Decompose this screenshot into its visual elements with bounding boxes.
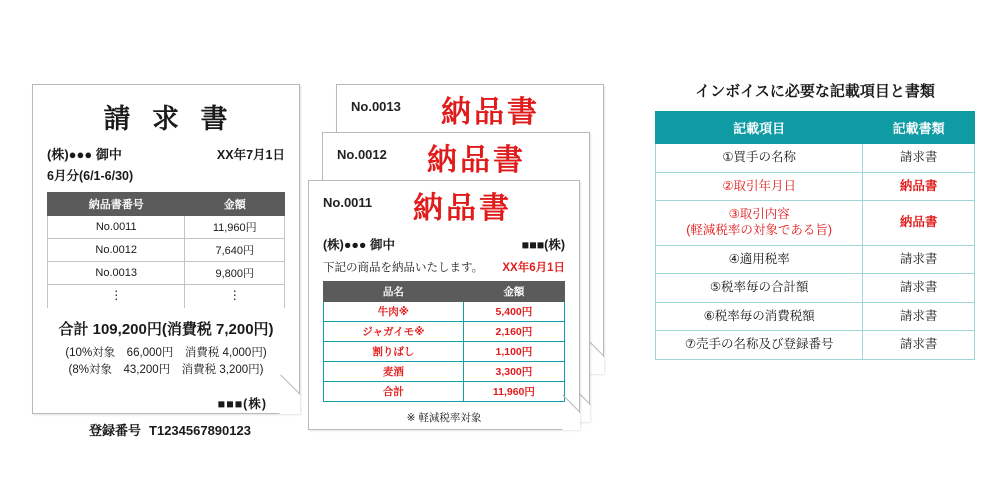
table-header-row [656,112,975,144]
cell-item-name: 牛肉※ [324,302,464,322]
column-header-amount: 金額 [463,282,564,302]
table-header-row [324,282,565,302]
table-header-row [48,193,285,216]
cell-document: 請求書 [863,331,975,360]
table-row [656,245,975,274]
delivery-note-0011 [308,180,580,430]
cell-amount: 11,960円 [185,216,285,239]
note-header [323,133,589,181]
cell-document: 請求書 [863,245,975,274]
note-footnote: ※ 軽減税率対象 [406,412,482,424]
table-row [656,274,975,303]
cell-note-number: No.0011 [48,216,185,239]
cell-requirement-line2: (軽減税率の対象である旨) [686,222,833,237]
table-row [48,262,285,285]
cell-requirement: ⑦売手の名称及び登録番号 [656,331,863,360]
note-addressee: (株)●●● 御中 [323,238,395,252]
note-lead-row [323,259,565,275]
table-row [324,322,565,342]
page-fold-corner [279,394,300,414]
page-fold-corner [562,412,580,430]
note-issuer-company: ■■■(株) [521,238,565,252]
registration-number-label: 登録番号 [89,423,142,439]
cell-requirement: ④適用税率 [656,245,863,274]
cell-note-number: No.0013 [48,262,185,285]
cell-total-amount: 11,960円 [463,382,564,402]
requirements-table [655,111,975,360]
table-row [48,216,285,239]
note-title: 納品書 [441,96,540,129]
table-row [324,362,565,382]
column-header-note-number: 納品書番号 [48,193,185,216]
cell-requirement: ②取引年月日 [656,172,863,201]
note-lead-text: 下記の商品を納品いたします。 [323,262,484,274]
invoice-date: XX年7月1日 [216,148,285,162]
page-fold-line [280,374,301,395]
cell-amount: 9,800円 [185,262,285,285]
cell-document: 請求書 [863,274,975,303]
cell-document: 納品書 [863,201,975,245]
note-line-items-table [323,281,565,402]
breakdown-line-8-percent: (8%対象 43,200円 消費税 3,200円) [68,363,264,376]
cell-ellipsis: ⋮ [185,285,285,309]
cell-amount: 2,160円 [463,322,564,342]
column-header-item-name: 品名 [324,282,464,302]
invoice-line-items-table [47,192,285,308]
cell-note-number: No.0012 [48,239,185,262]
cell-amount: 5,400円 [463,302,564,322]
note-title: 納品書 [413,192,512,225]
invoice-addressee: (株)●●● 御中 [47,147,122,162]
cell-amount: 7,640円 [185,239,285,262]
cell-document: 請求書 [863,302,975,331]
cell-item-name: 麦酒 [324,362,464,382]
note-body [309,235,579,425]
column-header-requirement: 記載項目 [656,112,863,144]
invoice-total: 合計 109,200円(消費税 7,200円) [58,321,274,338]
note-number: No.0013 [351,99,401,114]
cell-amount: 3,300円 [463,362,564,382]
invoice-issuer-company: ■■■(株) [217,397,267,412]
table-row [656,172,975,201]
column-header-document: 記載書類 [863,112,975,144]
table-row-total [324,382,565,402]
cell-requirement [656,201,863,245]
table-row [656,201,975,245]
cell-total-label: 合計 [324,382,464,402]
note-transaction-date: XX年6月1日 [502,262,565,274]
cell-ellipsis: ⋮ [48,285,185,309]
cell-item-name: 割りばし [324,342,464,362]
table-row [324,342,565,362]
requirements-panel [655,80,975,360]
invoice-registration-number [47,420,285,439]
note-number: No.0011 [323,195,373,210]
breakdown-line-10-percent: (10%対象 66,000円 消費税 4,000円) [65,347,267,359]
table-row [48,239,285,262]
cell-document: 納品書 [863,172,975,201]
cell-requirement: ⑤税率毎の合計額 [656,274,863,303]
panel-title: インボイスに必要な記載項目と書類 [695,83,935,100]
cell-document: 請求書 [863,144,975,173]
cell-requirement: ①買手の名称 [656,144,863,173]
invoice-period: 6月分(6/1-6/30) [47,169,134,183]
note-title: 納品書 [427,144,526,177]
invoice-header-row [47,144,285,163]
invoice-document [32,84,300,439]
table-row [656,302,975,331]
cell-amount: 1,100円 [463,342,564,362]
invoice-title: 請 求 書 [103,104,235,134]
note-header [309,181,579,229]
cell-requirement: ⑥税率毎の消費税額 [656,302,863,331]
note-number: No.0012 [337,147,387,162]
table-row [656,331,975,360]
cell-requirement-line1: ③取引内容 [728,207,790,222]
table-row [656,144,975,173]
invoice-tax-breakdown [47,345,285,378]
registration-number-value: T1234567890123 [149,423,251,439]
note-address-row [323,235,565,253]
table-row-ellipsis [48,285,285,309]
note-header [337,85,603,133]
cell-item-name: ジャガイモ※ [324,322,464,342]
column-header-amount: 金額 [185,193,285,216]
table-row [324,302,565,322]
